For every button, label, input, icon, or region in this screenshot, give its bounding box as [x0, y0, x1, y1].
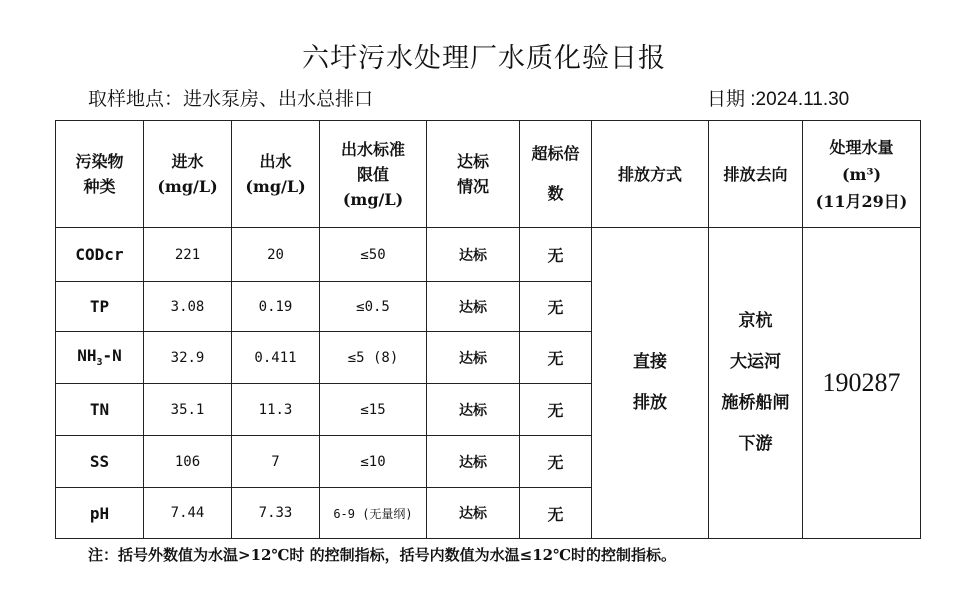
influent-cell: 7.44 — [144, 488, 232, 539]
status-cell: 达标 — [427, 384, 520, 436]
header-pollutant: 污染物 种类 — [56, 121, 144, 228]
report-title: 六圩污水处理厂水质化验日报 — [302, 43, 666, 74]
limit-cell: ≤15 — [320, 384, 427, 436]
header-exceed: 超标倍 数 — [520, 121, 592, 228]
limit-cell: ≤50 — [320, 228, 427, 282]
footnote: 注：括号外数值为水温>12℃时 的控制指标，括号内数值为水温≤12℃时的控制指标。 — [88, 546, 677, 564]
effluent-cell: 20 — [232, 228, 320, 282]
influent-cell: 3.08 — [144, 282, 232, 332]
influent-cell: 35.1 — [144, 384, 232, 436]
influent-cell: 221 — [144, 228, 232, 282]
status-cell: 达标 — [427, 332, 520, 384]
param-cell: CODcr — [56, 228, 144, 282]
header-limit: 出水标准 限值 (mg/L) — [320, 121, 427, 228]
param-cell: pH — [56, 488, 144, 539]
volume-cell: 190287 — [803, 228, 921, 539]
param-cell: TN — [56, 384, 144, 436]
exceed-cell: 无 — [520, 332, 592, 384]
effluent-cell: 11.3 — [232, 384, 320, 436]
header-discharge-destination: 排放去向 — [709, 121, 803, 228]
exceed-cell: 无 — [520, 282, 592, 332]
discharge-method-cell: 直接 排放 — [592, 228, 709, 539]
param-cell: TP — [56, 282, 144, 332]
header-volume: 处理水量 (m³) (11月29日) — [803, 121, 921, 228]
table-row — [56, 228, 921, 282]
influent-cell: 32.9 — [144, 332, 232, 384]
report-date: 日期 :2024.11.30 — [707, 89, 850, 110]
exceed-cell: 无 — [520, 228, 592, 282]
effluent-cell: 0.411 — [232, 332, 320, 384]
limit-cell: ≤5 (8) — [320, 332, 427, 384]
exceed-cell: 无 — [520, 488, 592, 539]
discharge-destination-cell: 京杭 大运河 施桥船闸 下游 — [709, 228, 803, 539]
param-cell: SS — [56, 436, 144, 488]
header-status: 达标 情况 — [427, 121, 520, 228]
effluent-cell: 7.33 — [232, 488, 320, 539]
status-cell: 达标 — [427, 436, 520, 488]
status-cell: 达标 — [427, 488, 520, 539]
status-cell: 达标 — [427, 282, 520, 332]
limit-cell: ≤0.5 — [320, 282, 427, 332]
water-quality-table — [55, 120, 921, 539]
influent-cell: 106 — [144, 436, 232, 488]
header-discharge-method: 排放方式 — [592, 121, 709, 228]
header-effluent: 出水 (mg/L) — [232, 121, 320, 228]
header-row — [56, 121, 921, 228]
effluent-cell: 0.19 — [232, 282, 320, 332]
exceed-cell: 无 — [520, 384, 592, 436]
limit-cell: ≤10 — [320, 436, 427, 488]
status-cell: 达标 — [427, 228, 520, 282]
effluent-cell: 7 — [232, 436, 320, 488]
sampling-location: 取样地点：进水泵房、出水总排口 — [88, 88, 374, 110]
param-cell: $NH_3-N$ — [56, 332, 144, 384]
limit-cell: 6-9 (无量纲) — [320, 488, 427, 539]
exceed-cell: 无 — [520, 436, 592, 488]
header-influent: 进水 (mg/L) — [144, 121, 232, 228]
